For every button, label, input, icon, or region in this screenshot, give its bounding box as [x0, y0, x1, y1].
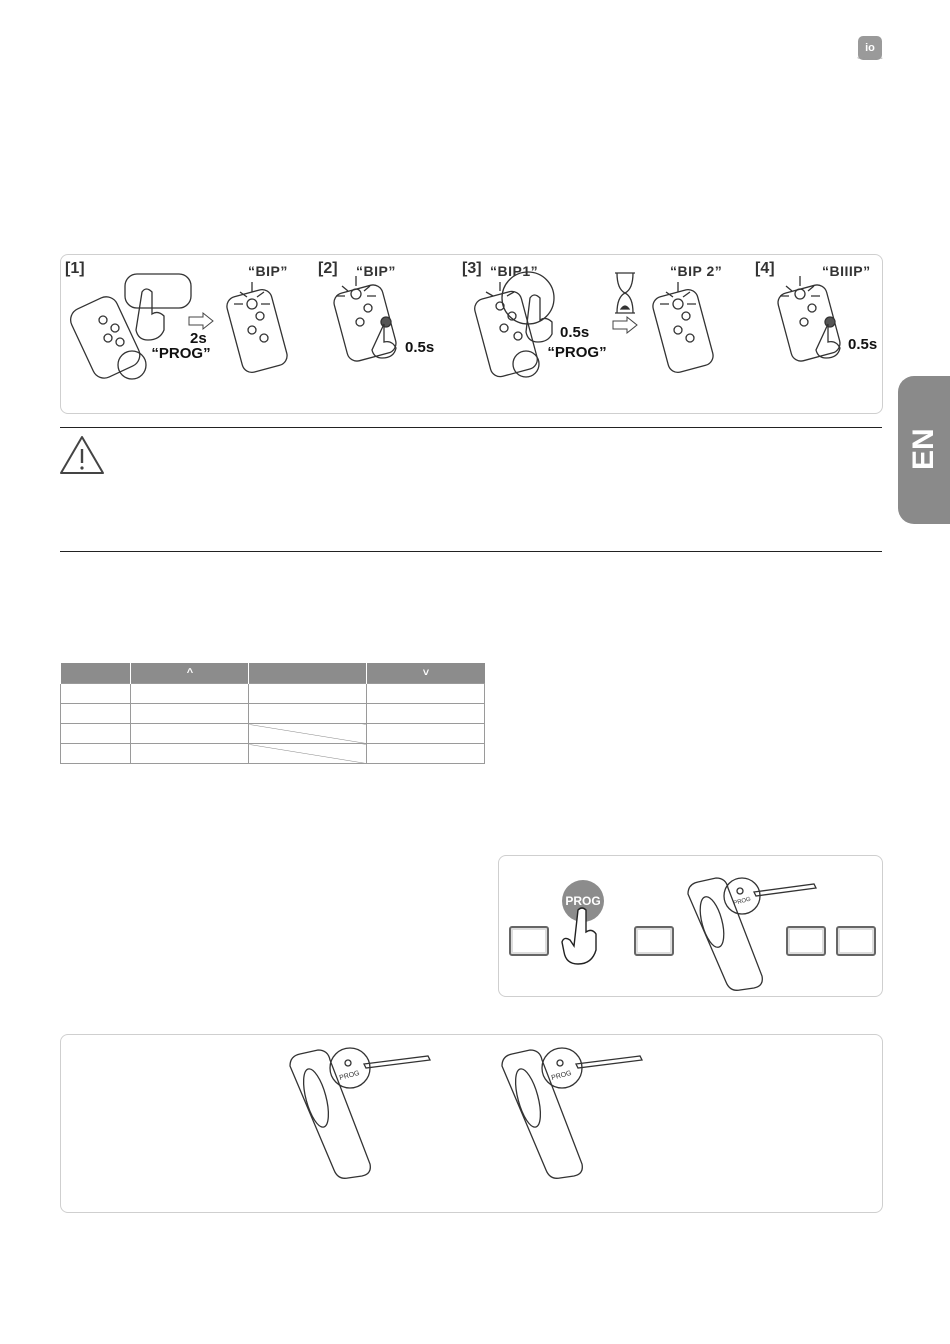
key-box-1 — [509, 926, 549, 956]
remote-beeping-step-2 — [326, 272, 416, 362]
step-1-button-name: “PROG” — [151, 345, 211, 362]
remote-beeping-step-4 — [770, 272, 860, 362]
step-4-duration: 0.5s — [848, 336, 878, 353]
table-header-1 — [61, 663, 131, 684]
diagonal-cell — [249, 744, 367, 764]
step-1-number: [1] — [65, 260, 85, 277]
remote-with-pen — [680, 860, 820, 990]
remote-prog-label: PROG — [732, 896, 752, 907]
arrow-right-icon — [188, 312, 214, 330]
io-logo-caption: Somfy smart home — [857, 56, 883, 60]
table-row — [61, 704, 485, 724]
step-2-beep: “BIP” — [356, 263, 396, 279]
step-1-duration: 2s — [190, 330, 207, 347]
step-2-duration: 0.5s — [405, 339, 435, 356]
table-header-3 — [249, 663, 367, 684]
remote-beeping-step-3 — [648, 272, 728, 372]
table-row — [61, 684, 485, 704]
bottom-panel — [60, 1034, 883, 1213]
table-header-down: ˅ — [367, 663, 485, 684]
step-3-beep1: “BIP1” — [490, 263, 539, 279]
remote-illustration-step-1 — [70, 270, 200, 380]
warning-top-rule — [60, 427, 882, 428]
step-4-beep: “BIIIP” — [822, 263, 871, 279]
io-logo-mark: io — [858, 36, 882, 60]
key-box-2 — [634, 926, 674, 956]
step-4-number: [4] — [755, 260, 775, 277]
warning-triangle-icon — [58, 434, 106, 476]
hourglass-icon — [613, 271, 637, 315]
step-3-number: [3] — [462, 260, 482, 277]
step-2-number: [2] — [318, 260, 338, 277]
warning-bottom-rule — [60, 551, 882, 552]
pointing-hand-icon — [562, 906, 598, 966]
diagonal-cell — [249, 724, 367, 744]
remote-with-pen-right — [494, 1030, 654, 1180]
language-tab — [898, 376, 950, 524]
key-box-4 — [836, 926, 876, 956]
step-3-beep2: “BIP 2” — [670, 263, 723, 279]
step-1-beep: “BIP” — [248, 263, 288, 279]
table-row — [61, 744, 485, 764]
prog-button-label: PROG — [565, 894, 601, 908]
remote-with-pen-left — [282, 1030, 442, 1180]
table-header-up: ^ — [131, 663, 249, 684]
remote-beeping-step-1 — [222, 272, 302, 372]
remote-prog-label-right: PROG — [550, 1069, 573, 1082]
step-3-button-name: “PROG” — [547, 344, 607, 361]
key-box-3 — [786, 926, 826, 956]
language-tab-label: EN — [907, 428, 940, 470]
remote-prog-label-left: PROG — [338, 1069, 361, 1082]
table-row — [61, 724, 485, 744]
arrow-right-icon-2 — [612, 316, 638, 334]
function-table — [60, 663, 485, 764]
step-3-duration: 0.5s — [560, 324, 590, 341]
